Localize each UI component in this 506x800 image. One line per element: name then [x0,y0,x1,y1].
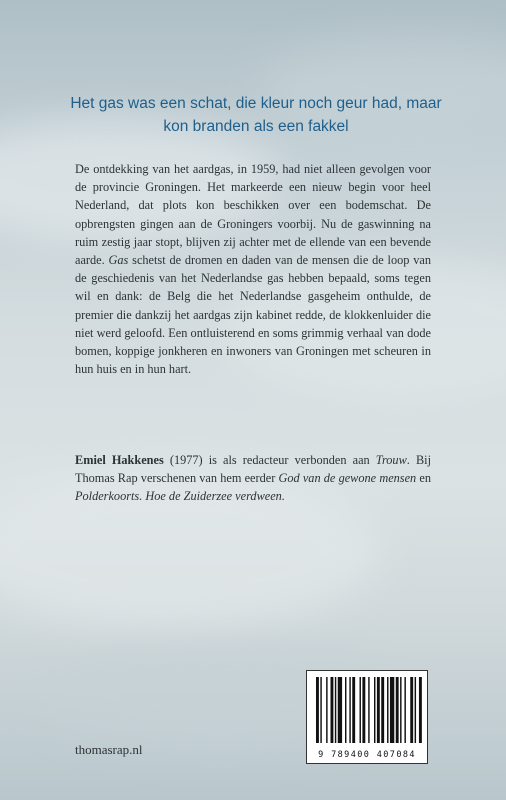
barcode-bar [360,677,361,743]
barcode-bar [331,677,334,743]
barcode-bar [419,677,422,743]
barcode-bar [390,677,394,743]
barcode-bar [335,677,336,743]
barcode-bar [387,677,388,743]
author-name: Emiel Hakkenes [75,453,164,467]
author-bio [75,451,431,506]
barcode-bar [316,677,319,743]
blurb [75,160,431,378]
barcode-bar [326,677,327,743]
barcode-bar [415,677,416,743]
barcode-bar [374,677,375,743]
author-text: . Bij Thomas Rap verschenen van hem eerder [75,453,431,486]
barcode-bars [307,671,427,749]
barcode-bar [349,677,350,743]
barcode-bar [396,677,399,743]
isbn-number: 9 789400 407084 [318,750,416,760]
author-text: en [416,471,431,486]
tagline: Het gas was een schat, die kleur noch geur had, maar kon branden als een fakkel [70,95,442,135]
barcode-bar [368,677,369,743]
author-text: (1977) is als redacteur verbonden aan [163,453,376,467]
previous-book-title: God van de gewone mensen [278,471,417,486]
book-title-gas: Gas [108,253,129,268]
newspaper-name: Trouw [375,453,407,467]
barcode-bar [362,677,365,743]
blurb-text: De ontdekking van het aardgas, in 1959, had niet alleen gevolgen voor de provincie Groningen. Het markeerde een nieuw begin voor heel Nederland, dat plots kon beschikken over een bodemschat. De opbrengsten gingen aan de Groningers voorbij. Nu de gaswinning na ruim zestig jaar stopt, blijven zij achter met de ellende van een bevende aarde. [75,162,431,268]
barcode-bar [400,677,401,743]
previous-book-title: Polderkoorts. Hoe de Zuiderzee verdween. [75,489,285,504]
barcode-bar [345,677,346,743]
barcode-bar [352,677,355,743]
barcode-bar [410,677,413,743]
barcode-bar [404,677,405,743]
barcode-bar [338,677,342,743]
blurb-paragraph [75,160,431,378]
author-paragraph [75,451,431,506]
barcode-bar [320,677,321,743]
barcode [306,670,428,764]
barcode-bar [381,677,384,743]
blurb-text: schetst de dromen en daden van de mensen die de loop van de geschiedenis van het Nederlandse gas hebben bepaald, soms tegen wil en dank: de Belg die het Nederlandse gasgeheim onthulde, de premier die dankzij het aardgas zijn kabinet redde, de klokkenluider die niet werd geloofd. Een ontluisterend en soms grimmig verhaal van dode bomen, koppige jonkheren en inwoners van Groningen met scheuren in hun huis en in hun hart. [75,253,431,377]
publisher-website: thomasrap.nl [75,742,143,757]
barcode-bar [377,677,380,743]
